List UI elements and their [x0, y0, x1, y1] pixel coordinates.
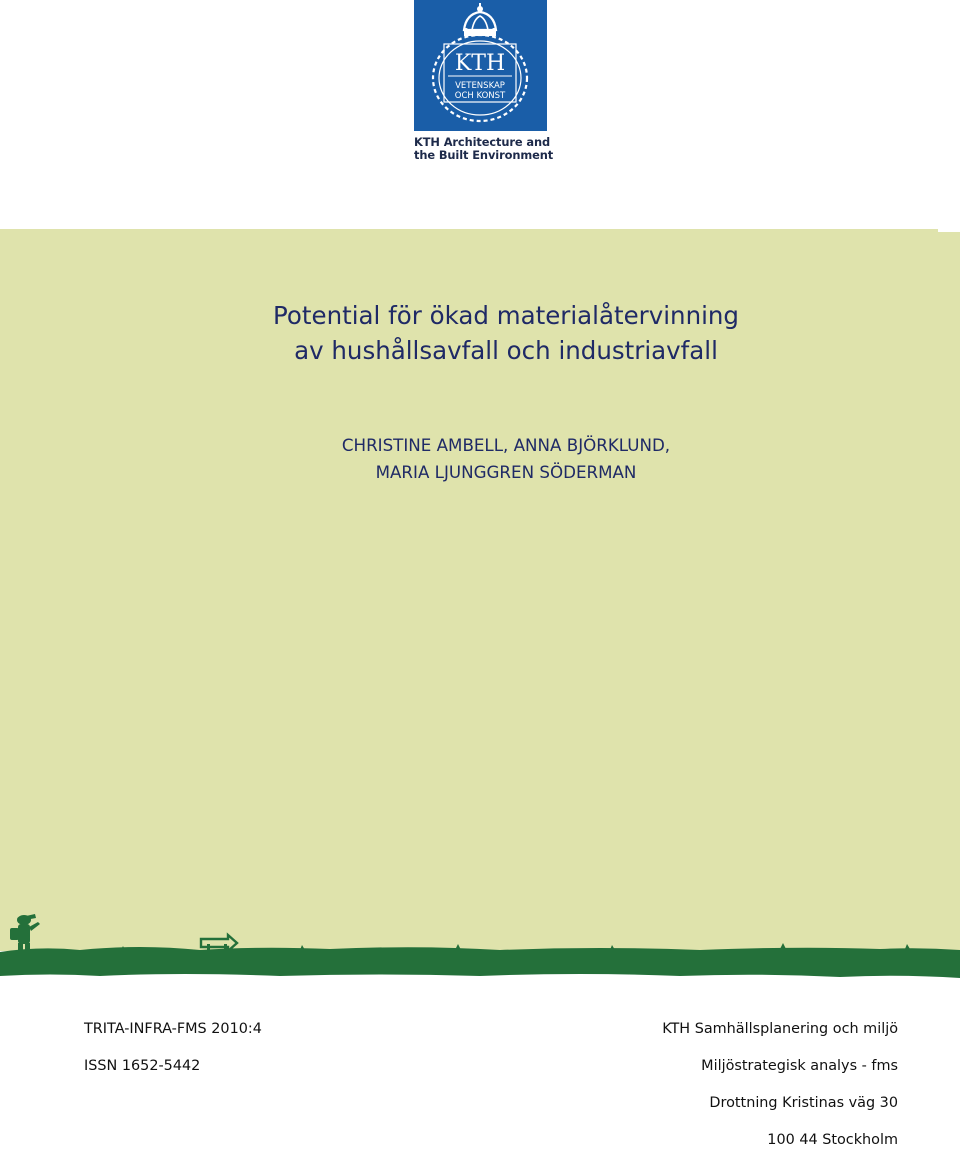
logo-caption — [414, 136, 564, 162]
title-line-2: av hushållsavfall och industriavfall — [294, 336, 718, 365]
cover-edge — [938, 229, 960, 232]
emblem-vetenskap-text: VETENSKAP — [455, 81, 505, 91]
department-name: KTH Samhällsplanering och miljö — [662, 1021, 898, 1037]
ground-illustration — [0, 900, 960, 990]
authors — [0, 432, 960, 486]
grass-strip — [0, 947, 960, 978]
logo-caption-line-2: the Built Environment — [414, 148, 554, 162]
authors-line-2: MARIA LJUNGGREN SÖDERMAN — [375, 462, 637, 482]
issn-number: ISSN 1652-5442 — [84, 1058, 201, 1074]
logo-caption-line-1: KTH Architecture and — [414, 135, 551, 149]
report-title — [0, 298, 960, 368]
street-address: Drottning Kristinas väg 30 — [709, 1095, 898, 1111]
report-info — [84, 1020, 262, 1094]
authors-line-1: CHRISTINE AMBELL, ANNA BJÖRKLUND, — [341, 435, 671, 455]
postal-address: 100 44 Stockholm — [767, 1132, 898, 1148]
emblem-kth-text: KTH — [454, 51, 506, 76]
kth-logo — [414, 0, 547, 131]
title-line-1: Potential för ökad materialåtervinning — [273, 301, 739, 330]
series-number: TRITA-INFRA-FMS 2010:4 — [84, 1021, 262, 1037]
kth-emblem-icon — [414, 0, 547, 131]
division-name: Miljöstrategisk analys - fms — [701, 1058, 898, 1074]
emblem-och-konst-text: OCH KONST — [454, 91, 506, 101]
